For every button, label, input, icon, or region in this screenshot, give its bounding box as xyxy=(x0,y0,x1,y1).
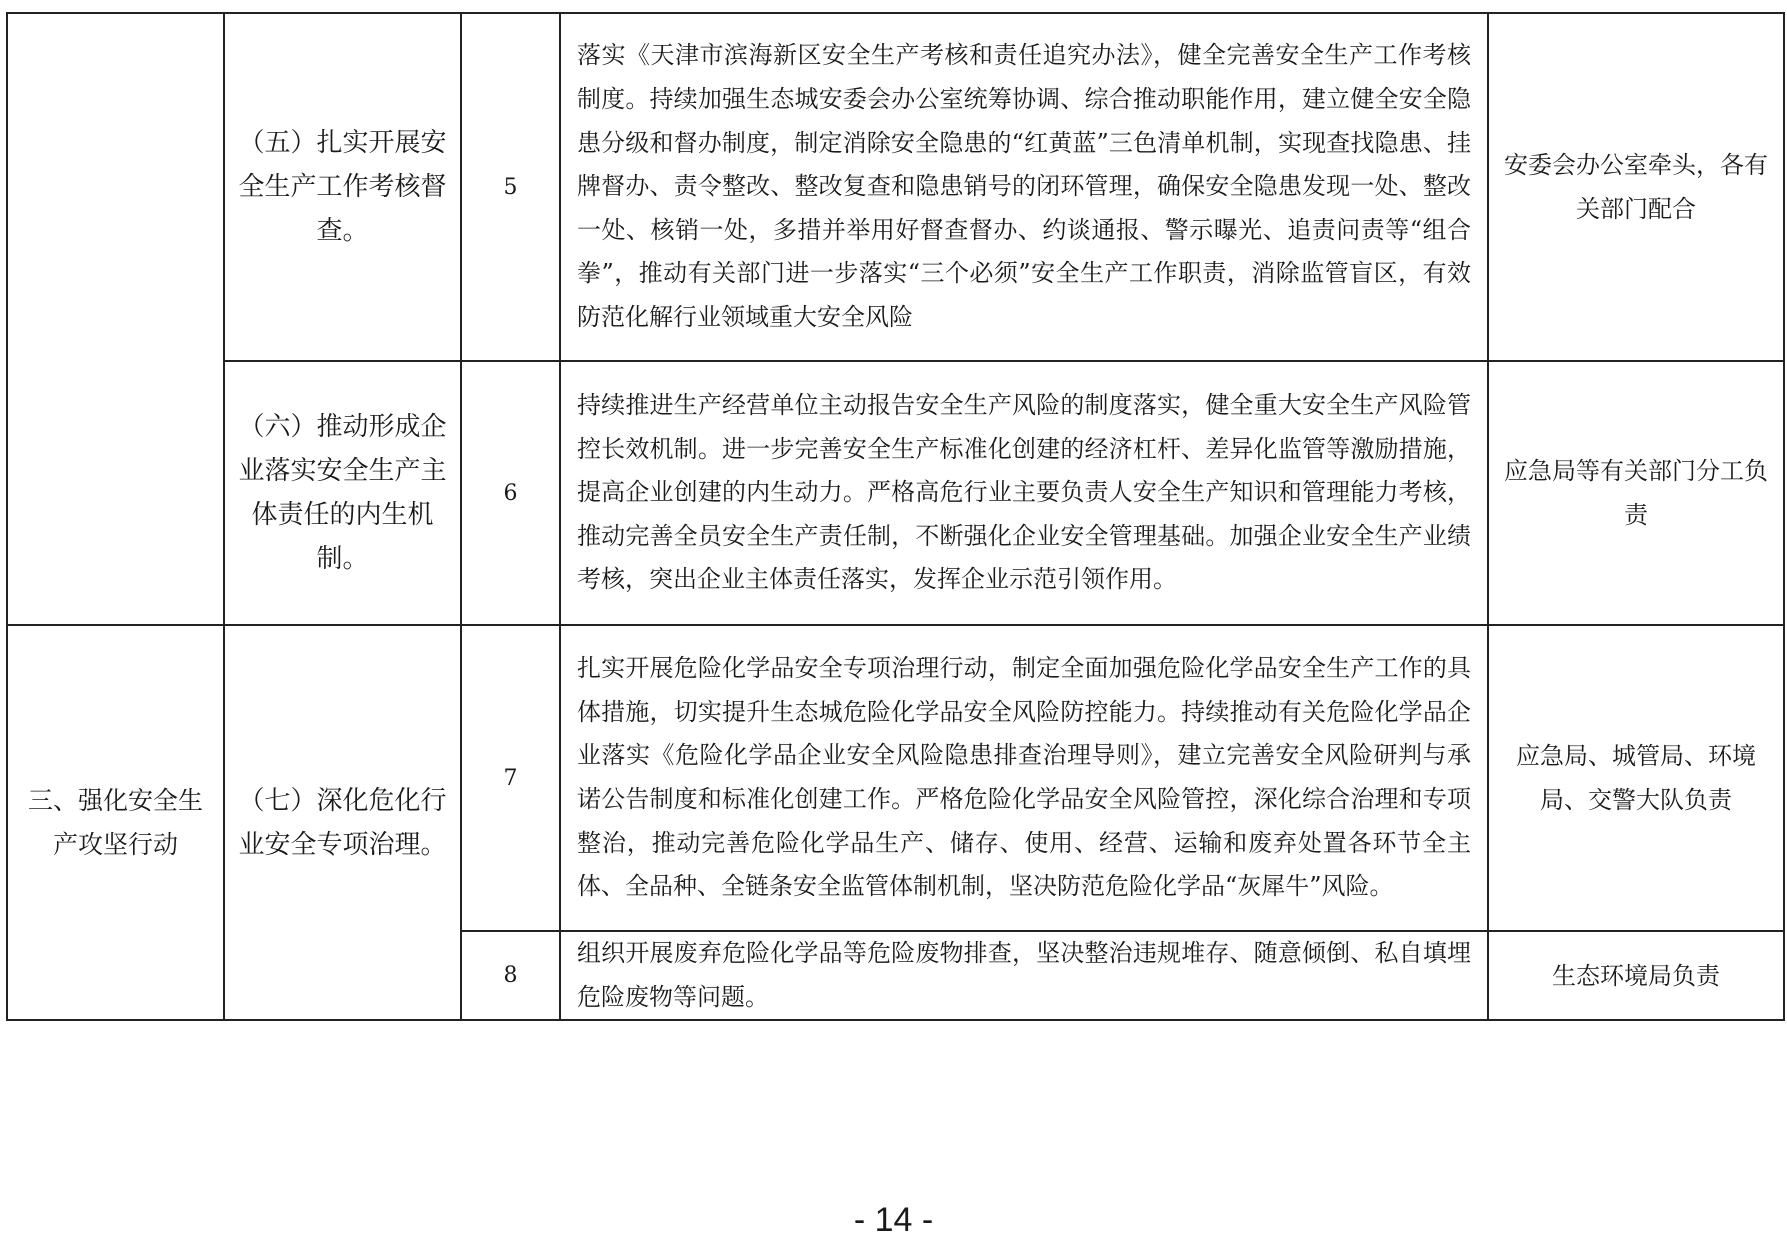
content-cell: 组织开展废弃危险化学品等危险废物排查，坚决整治违规堆存、随意倾倒、私自填埋危险废物等问题。 xyxy=(560,931,1488,1020)
number-cell: 8 xyxy=(461,931,560,1020)
content-cell: 扎实开展危险化学品安全专项治理行动，制定全面加强危险化学品安全生产工作的具体措施，切实提升生态城危险化学品安全风险防控能力。持续推动有关危险化学品企业落实《危险化学品企业安全风险隐患排查治理导则》，建立完善安全风险研判与承诺公告制度和标准化创建工作。严格危险化学品安全风险管控，深化综合治理和专项整治，推动完善危险化学品生产、储存、使用、经营、运输和废弃处置各环节全主体、全品种、全链条安全监管体制机制，坚决防范危险化学品“灰犀牛”风险。 xyxy=(560,625,1488,931)
task-cell: （六）推动形成企业落实安全生产主体责任的内生机制。 xyxy=(224,361,461,625)
number-cell: 7 xyxy=(461,625,560,931)
table-row xyxy=(7,361,1784,625)
task-cell: （七）深化危化行业安全专项治理。 xyxy=(224,625,461,1020)
task-table xyxy=(6,12,1785,1021)
department-cell: 应急局等有关部门分工负责 xyxy=(1488,361,1784,625)
category-cell: 三、强化安全生产攻坚行动 xyxy=(7,625,224,1020)
number-cell: 6 xyxy=(461,361,560,625)
content-cell: 落实《天津市滨海新区安全生产考核和责任追究办法》，健全完善安全生产工作考核制度。持续加强生态城安委会办公室统筹协调、综合推动职能作用，建立健全安全隐患分级和督办制度，制定消除安全隐患的“红黄蓝”三色清单机制，实现查找隐患、挂牌督办、责令整改、整改复查和隐患销号的闭环管理，确保安全隐患发现一处、整改一处、核销一处，多措并举用好督查督办、约谈通报、警示曝光、追责问责等“组合拳”，推动有关部门进一步落实“三个必须”安全生产工作职责，消除监管盲区，有效防范化解行业领域重大安全风险 xyxy=(560,13,1488,361)
department-cell: 安委会办公室牵头，各有关部门配合 xyxy=(1488,13,1784,361)
category-cell xyxy=(7,13,224,625)
table-row xyxy=(7,13,1784,361)
department-cell: 应急局、城管局、环境局、交警大队负责 xyxy=(1488,625,1784,931)
page-number: - 14 - xyxy=(853,1201,934,1239)
content-cell: 持续推进生产经营单位主动报告安全生产风险的制度落实，健全重大安全生产风险管控长效机制。进一步完善安全生产标准化创建的经济杠杆、差异化监管等激励措施，提高企业创建的内生动力。严格高危行业主要负责人安全生产知识和管理能力考核，推动完善全员安全生产责任制，不断强化企业安全管理基础。加强企业安全生产业绩考核，突出企业主体责任落实，发挥企业示范引领作用。 xyxy=(560,361,1488,625)
table-row xyxy=(7,625,1784,931)
task-cell: （五）扎实开展安全生产工作考核督查。 xyxy=(224,13,461,361)
department-cell: 生态环境局负责 xyxy=(1488,931,1784,1020)
number-cell: 5 xyxy=(461,13,560,361)
